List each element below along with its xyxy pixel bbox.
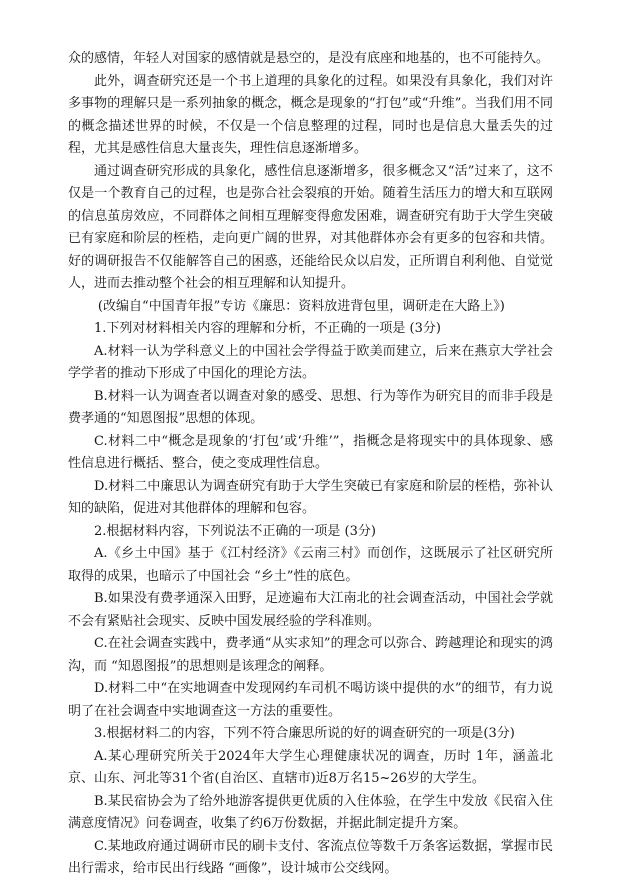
question-2-option-b: B.如果没有费孝通深入田野，足迹遍布大江南北的社会调查活动，中国社会学就不会有紧贴社会现实、反映中国发展经验的学科准则。: [68, 591, 553, 629]
question-3-stem: 3.根据材料二的内容，下列不符合廉思所说的好的调查研究的一项是(3分): [94, 726, 515, 741]
question-2-option-a: A.《乡土中国》基于《江村经济》《云南三村》而创作，这既展示了社区研究所取得的成果，也暗示了中国社会 “乡土”性的底色。: [68, 546, 553, 584]
question-1-stem: 1.下列对材料相关内容的理解和分析，不正确的一项是 (3分): [94, 321, 441, 336]
question-1-option-d: D.材料二中廉思认为调查研究有助于大学生突破已有家庭和阶层的桎梏，弥补认知的缺陷，促进对其他群体的理解和包容。: [68, 478, 553, 516]
question-3-option-c: C.某地政府通过调研市民的刷卡支付、客流点位等数千万条客运数据，掌握市民出行需求，给市民出行线路 “画像”，设计城市公交线网。: [68, 838, 553, 876]
question-1-option-b: B.材料一认为调查者以调查对象的感受、思想、行为等作为研究目的而非手段是费孝通的“知恩图报”思想的体现。: [68, 388, 553, 426]
question-3-option-a: A.某心理研究所关于2024年大学生心理健康状况的调查，历时 1年，涵盖北京、山东、河北等31个省(自治区、直辖市)近8万名15~26岁的大学生。: [68, 748, 553, 786]
paragraph-concretization: 此外，调查研究还是一个书上道理的具象化的过程。如果没有具象化，我们对许多事物的理解只是一系列抽象的概念，概念是现象的“打包”或“升维”。当我们用不同的概念描述世界的时候，不仅是一个信息整理的过程，同时也是信息大量丢失的过程，尤其是感性信息大量丧失，理性信息逐渐增多。: [68, 73, 553, 156]
question-1-option-a: A.材料一认为学科意义上的中国社会学得益于欧美而建立，后来在燕京大学社会学学者的推动下形成了中国化的理论方法。: [68, 343, 553, 381]
question-2-stem: 2.根据材料内容，下列说法不正确的一项是 (3分): [94, 523, 376, 539]
question-2-option-c: C.在社会调查实践中，费孝通“从实求知”的理念可以弥合、跨越理论和现实的鸿沟，而 “知恩图报”的思想则是该理念的阐释。: [68, 636, 553, 674]
source-citation: (改编自“中国青年报”专访《廉思：资料放进背包里，调研走在大路上》): [97, 298, 505, 314]
paragraph-continuation: 众的感情，年轻人对国家的感情就是悬空的，是没有底座和地基的，也不可能持久。: [68, 51, 550, 66]
question-2-option-d: D.材料二中“在实地调查中发现网约车司机不喝访谈中提供的水”的细节，有力说明了在社会调查中实地调查这一方法的重要性。: [68, 681, 553, 719]
question-3-option-b: B.某民宿协会为了给外地游客提供更优质的入住体验，在学生中发放《民宿入住满意度情况》问卷调查，收集了约6万份数据，并据此制定提升方案。: [68, 793, 553, 831]
paragraph-social-understanding: 通过调查研究形成的具象化，感性信息逐渐增多，很多概念又“活”过来了，这不仅是一个教育自己的过程，也是弥合社会裂痕的开始。随着生活压力的增大和互联网的信息茧房效应，不同群体之间相互理解变得愈发困难，调查研究有助于大学生突破已有家庭和阶层的桎梏，走向更广阔的世界，对其他群体亦会有更多的包容和共情。好的调研报告不仅能解答自己的困惑，还能给民众以启发，正所谓自利利他、自觉觉人，进而去推动整个社会的相互理解和认知提升。: [68, 163, 553, 291]
question-1-option-c: C.材料二中“概念是现象的‘打包’或‘升维’”，指概念是将现实中的具体现象、感性信息进行概括、整合，使之变成理性信息。: [68, 433, 553, 471]
